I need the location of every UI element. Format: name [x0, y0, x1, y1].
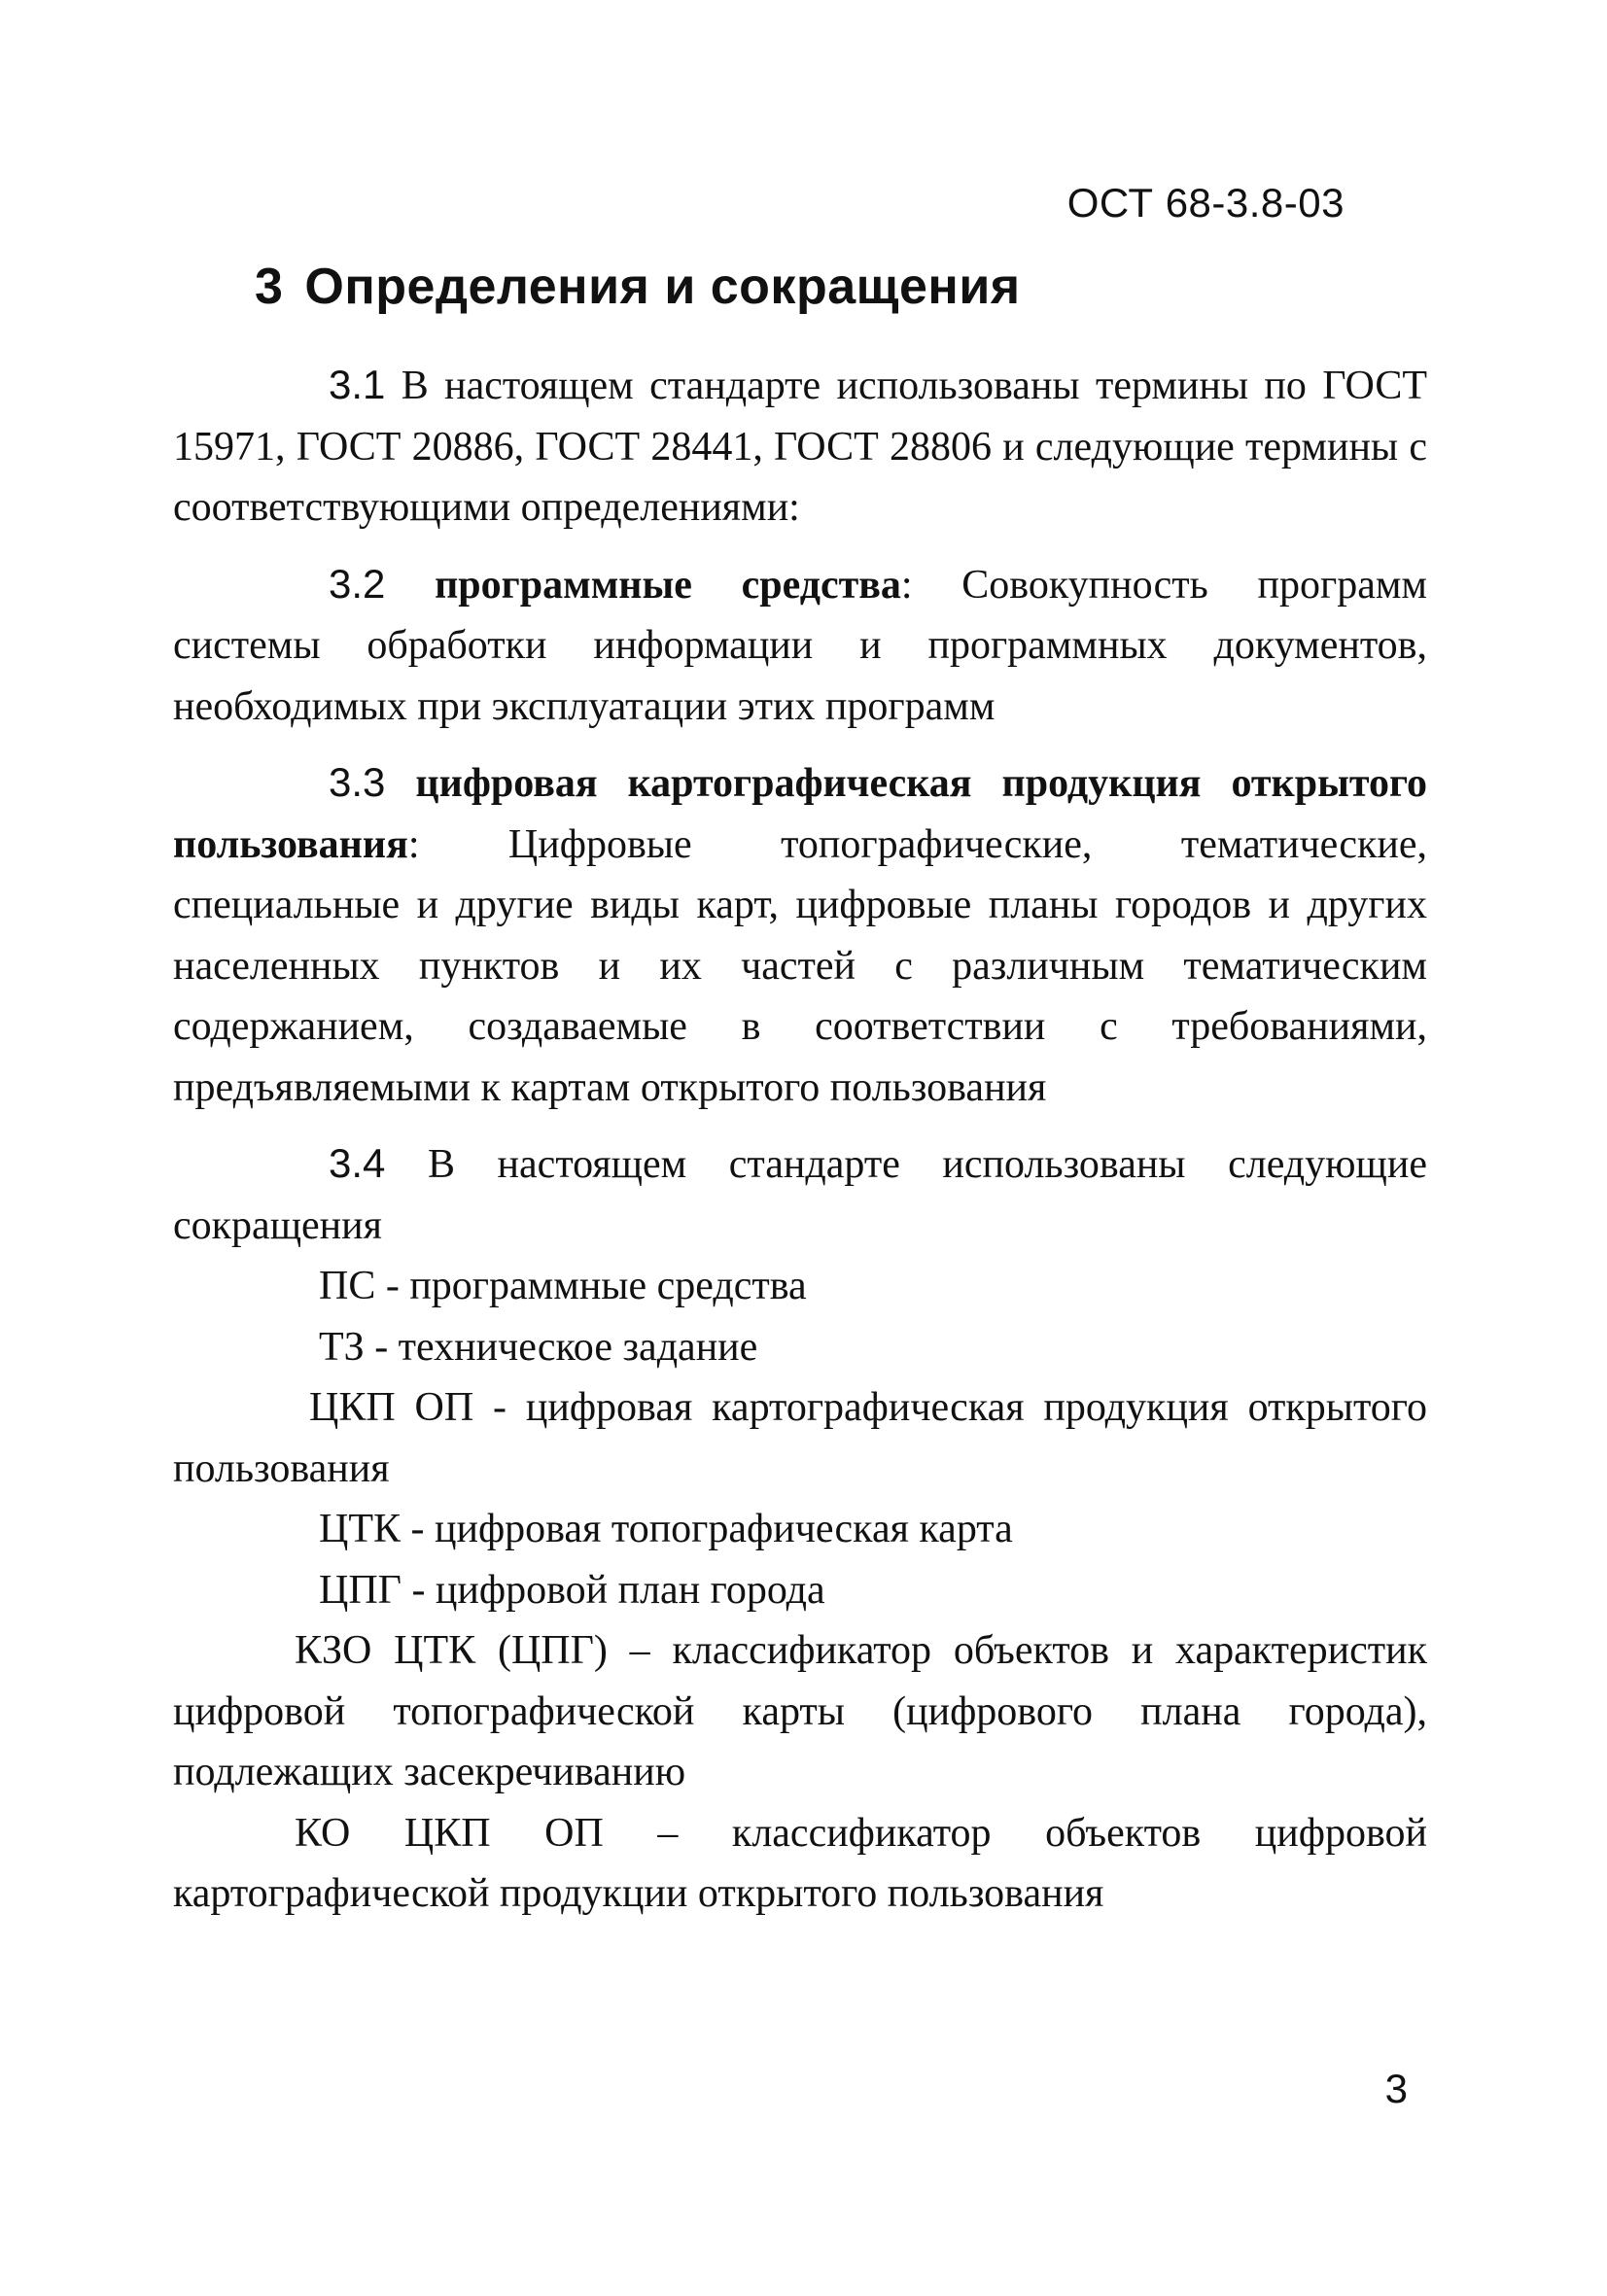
paragraph-3-1 — [173, 355, 1427, 539]
section-heading — [255, 258, 1021, 316]
paragraph-text: В настоящем стандарте использованы термины по ГОСТ 15971, ГОСТ 20886, ГОСТ 28441, ГОСТ 28806 и следующие термины с соответствующими определениями: — [173, 364, 1428, 530]
paragraph-label: 3.2 — [329, 560, 386, 607]
abbreviation-item: КЗО ЦТК (ЦПГ) – классификатор объектов и характеристик цифровой топографической карты (цифрового плана города), подлежащих засекречиванию — [173, 1628, 1427, 1794]
section-number: 3 — [255, 259, 284, 315]
definition: : Совокупность программ системы обработки информации и программных документов, необходимых при эксплуатации этих программ — [173, 562, 1427, 729]
paragraph-3-4 — [173, 1133, 1427, 1256]
paragraph-3-3 — [173, 752, 1427, 1118]
abbreviation-item: ЦПГ - цифровой план города — [319, 1567, 825, 1613]
paragraph-label: 3.4 — [329, 1140, 386, 1186]
abbreviation-item: ТЗ - техническое задание — [319, 1324, 758, 1370]
section-title: Определения и сокращения — [304, 259, 1021, 315]
term: цифровая картографическая продукция открытого пользования — [173, 761, 1428, 867]
paragraph-label: 3.3 — [329, 759, 386, 805]
document-code: ОСТ 68-3.8-03 — [1066, 180, 1345, 226]
term: программные средства — [435, 562, 901, 608]
definition: : Цифровые топографические, тематические, специальные и другие виды карт, цифровые планы городов и других населенных пунктов и их частей с различным тематическим содержанием, создаваемые в соответствии с требованиями, предъявляемыми к картам открытого пользования — [173, 821, 1427, 1110]
abbreviation-item: КО ЦКП ОП – классификатор объектов цифровой картографической продукции открытого пользования — [173, 1810, 1427, 1916]
abbreviation-item: ЦКП ОП - цифровая картографическая продукция открытого пользования — [173, 1385, 1427, 1491]
abbreviation-item: ЦТК - цифровая топографическая карта — [319, 1507, 1013, 1551]
paragraph-text: В настоящем стандарте использованы следующие сокращения — [173, 1142, 1427, 1248]
document-body — [173, 355, 1427, 1925]
paragraph-3-2 — [173, 554, 1427, 738]
page-number: 3 — [1384, 2066, 1408, 2111]
abbreviation-item: ПС - программные средства — [319, 1264, 807, 1308]
paragraph-label: 3.1 — [329, 362, 386, 407]
